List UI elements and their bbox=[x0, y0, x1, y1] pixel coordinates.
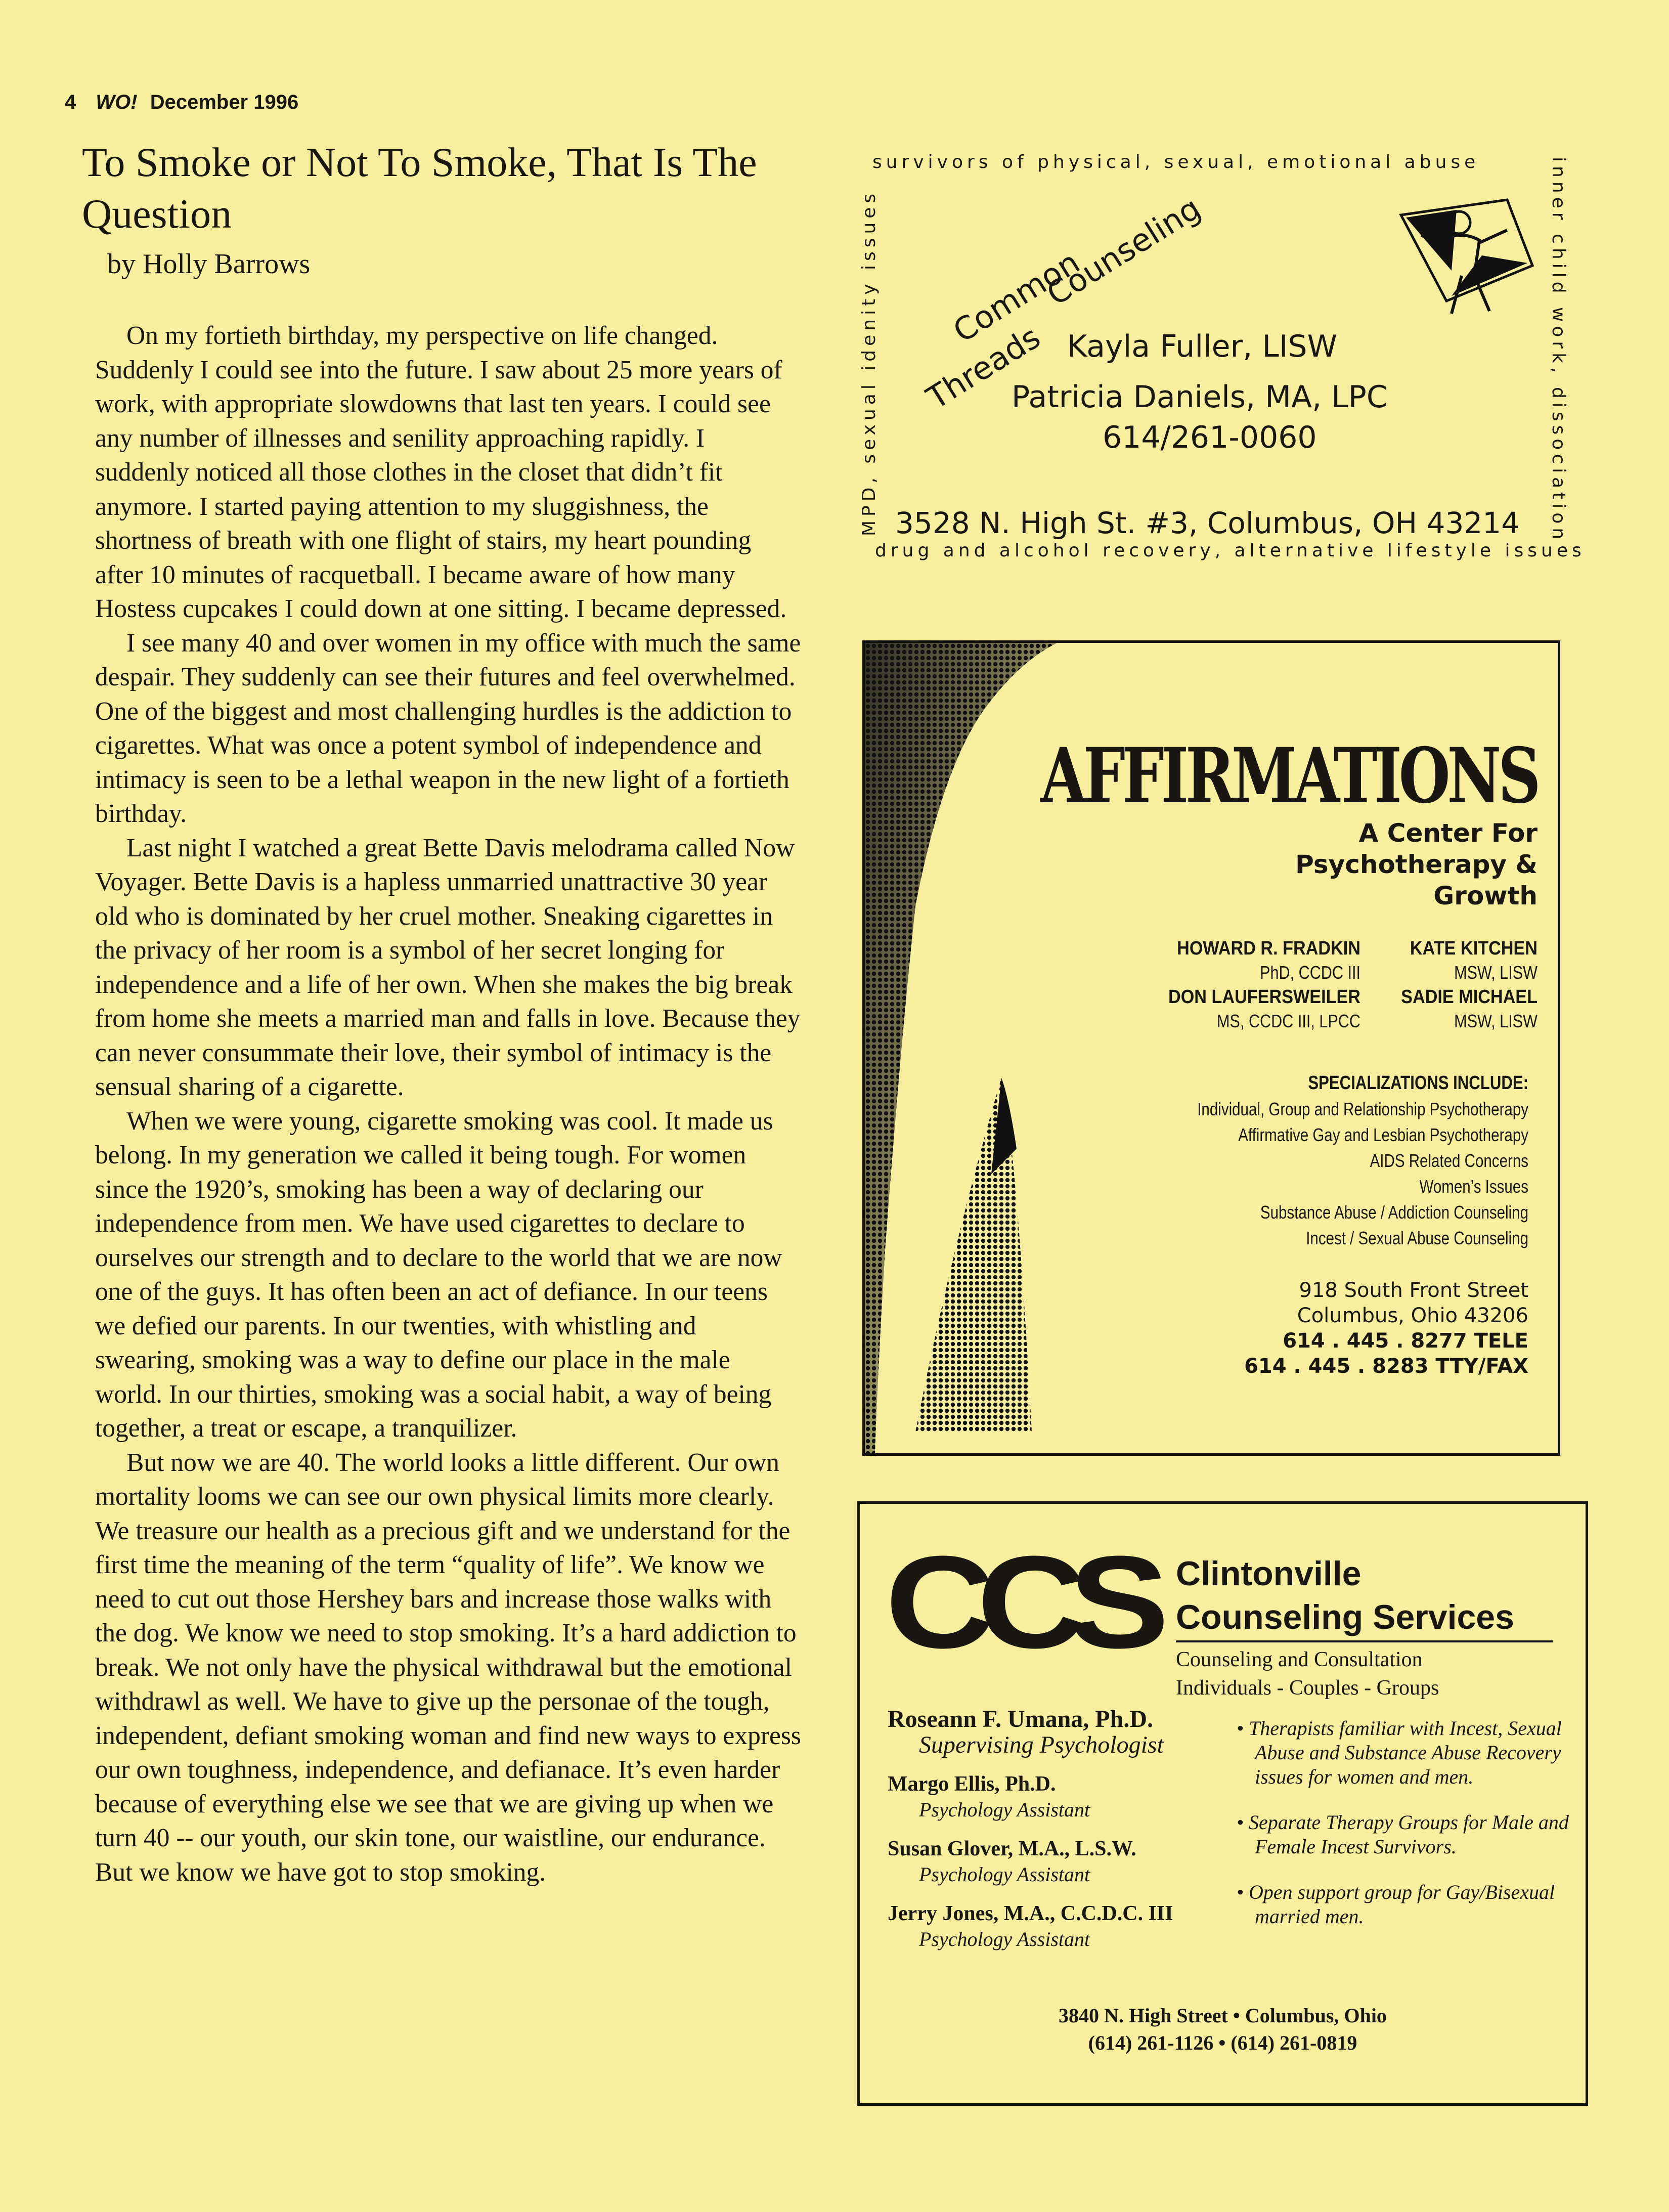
ccs-staff-list bbox=[888, 1706, 1242, 1965]
staff-name: KATE KITCHEN bbox=[1410, 938, 1538, 959]
ccs-divider bbox=[1176, 1640, 1553, 1642]
ccs-staff-member bbox=[888, 1706, 1242, 1758]
specialization-item: Women’s Issues bbox=[1419, 1176, 1528, 1197]
ccs-staff-member bbox=[888, 1900, 1242, 1952]
ccs-service-item: • Separate Therapy Groups for Male and Female Incest Survivors. bbox=[1237, 1811, 1569, 1858]
affirmations-ad bbox=[862, 640, 1560, 1456]
subtitle-line: A Center For bbox=[1358, 818, 1538, 848]
ct-address: 3528 N. High St. #3, Columbus, OH 43214 bbox=[895, 506, 1520, 540]
ccs-tagline-line: Counseling and Consultation bbox=[1176, 1648, 1423, 1671]
ccs-services-list bbox=[1237, 1716, 1570, 1950]
ccs-staff-name: Jerry Jones, M.A., C.C.D.C. III bbox=[888, 1902, 1173, 1925]
ccs-staff-member bbox=[888, 1771, 1242, 1823]
ccs-staff-role: Psychology Assistant bbox=[919, 1928, 1090, 1950]
subtitle-line: Psychotherapy & bbox=[1295, 850, 1538, 879]
specialization-item: AIDS Related Concerns bbox=[1370, 1150, 1528, 1171]
ccs-phones: (614) 261-1126 • (614) 261-0819 bbox=[1088, 2031, 1357, 2054]
ct-bottom-text: drug and alcohol recovery, alternative lifestyle issues bbox=[875, 540, 1586, 561]
specializations-heading: SPECIALIZATIONS INCLUDE: bbox=[1308, 1072, 1528, 1094]
staff-name: SADIE MICHAEL bbox=[1401, 986, 1538, 1008]
address-line: Columbus, Ohio 43206 bbox=[1297, 1304, 1528, 1327]
ct-counselor-name: Patricia Daniels, MA, LPC bbox=[1012, 379, 1388, 415]
ccs-logo: CCS bbox=[885, 1529, 1152, 1676]
ccs-name-line: Counseling Services bbox=[1176, 1598, 1514, 1636]
specialization-item: Affirmative Gay and Lesbian Psychotherapy bbox=[1238, 1124, 1528, 1145]
ccs-service-item: • Therapists familiar with Incest, Sexual Abuse and Substance Abuse Recovery issues for women and men. bbox=[1237, 1717, 1562, 1788]
article-byline: by Holly Barrows bbox=[107, 248, 311, 280]
ccs-staff-name: Susan Glover, M.A., L.S.W. bbox=[888, 1837, 1136, 1860]
staff-credentials: MSW, LISW bbox=[1454, 962, 1538, 983]
ct-left-text: MPD, sexual idenity issues bbox=[859, 189, 880, 536]
ccs-service-item: • Open support group for Gay/Bisexual married men. bbox=[1237, 1881, 1555, 1928]
specialization-item: Incest / Sexual Abuse Counseling bbox=[1306, 1228, 1528, 1248]
article-paragraph: Last night I watched a great Bette Davis melodrama called Now Voyager. Bette Davis is a hapless unmarried unattractive 30 year old who is dominated by her cruel mother. Sneaking cigarettes in the privacy of her room is a symbol of her secret longing for independence and a life of her own. When she makes the big break from home she meets a married man and falls in love. Because they can never consummate their love, their symbol of intimacy is the sensual sharing of a cigarette. bbox=[95, 833, 801, 1101]
subtitle-line: Growth bbox=[1433, 881, 1538, 910]
ccs-staff-member bbox=[888, 1836, 1242, 1887]
issue-date: December 1996 bbox=[150, 91, 299, 113]
ct-right-text: inner child work, dissociation bbox=[1548, 157, 1569, 544]
article-body bbox=[95, 319, 803, 1889]
staff-credentials: PhD, CCDC III bbox=[1260, 962, 1360, 983]
phone-tty: 614 . 445 . 8283 TTY/FAX bbox=[1244, 1355, 1528, 1378]
article-title: To Smoke or Not To Smoke, That Is The Question bbox=[82, 139, 757, 237]
staff-credentials: MSW, LISW bbox=[1454, 1011, 1538, 1031]
common-threads-ad bbox=[845, 147, 1586, 577]
ccs-staff-name: Roseann F. Umana, Ph.D. bbox=[888, 1706, 1153, 1732]
ct-logo-word: Threads bbox=[920, 318, 1047, 417]
article-paragraph: I see many 40 and over women in my office with much the same despair. They suddenly can see their futures and feel overwhelmed. One of the biggest and most challenging hurdles is the addiction to cigarettes. What was once a potent symbol of independence and intimacy is seen to be a lethal weapon in the new light of a fortieth birthday. bbox=[95, 628, 801, 828]
ccs-contact bbox=[860, 2002, 1586, 2057]
publication-name: WO! bbox=[96, 91, 138, 113]
ct-phone: 614/261-0060 bbox=[1103, 420, 1317, 455]
staff-name: DON LAUFERSWEILER bbox=[1168, 986, 1360, 1008]
staff-column-right bbox=[1386, 936, 1538, 1033]
affirmations-title: AFFIRMATIONS bbox=[1040, 731, 1538, 820]
ccs-staff-role: Psychology Assistant bbox=[919, 1798, 1090, 1821]
ccs-name bbox=[1176, 1552, 1514, 1639]
ccs-address: 3840 N. High Street • Columbus, Ohio bbox=[1059, 2004, 1387, 2027]
phone-tele: 614 . 445 . 8277 TELE bbox=[1283, 1329, 1528, 1353]
article-paragraph: But now we are 40. The world looks a little different. Our own mortality looms we can see our own physical limits more clearly. We treasure our health as a precious gift and we understand for the first time the meaning of the term “quality of life”. We know we need to cut out those Hershey bars and increase those walks with the dog. We know we need to stop smoking. It’s a hard addiction to break. We not only have the physical withdrawal but the emotional withdrawl as well. We have to give up the personae of the tough, independent, defiant smoking woman and find new ways to express our own toughness, independence, and defianace. It’s even harder because of everything else we see that we are giving up when we turn 40 -- our youth, our skin tone, our waistline, our endurance. But we know we have got to stop smoking. bbox=[95, 1448, 801, 1887]
ccs-tagline bbox=[1176, 1645, 1439, 1702]
specialization-item: Substance Abuse / Addiction Counseling bbox=[1260, 1202, 1528, 1223]
ccs-tagline-line: Individuals - Couples - Groups bbox=[1176, 1676, 1439, 1700]
page-number: 4 bbox=[65, 91, 76, 113]
staff-credentials: MS, CCDC III, LPCC bbox=[1217, 1011, 1360, 1031]
affirmations-staff bbox=[1123, 936, 1538, 1033]
article-paragraph: On my fortieth birthday, my perspective on life changed. Suddenly I could see into the future. I saw about 25 more years of work, with appropriate slowdowns that last ten years. I could see any number of illnesses and senility approaching rapidly. I suddenly noticed all those clothes in the closet that didn’t fit anymore. I started paying attention to my sluggishness, the shortness of breath with one flight of stairs, my heart pounding after 10 minutes of racquetball. I became aware of how many Hostess cupcakes I could down at one sitting. I became depressed. bbox=[95, 321, 787, 623]
ccs-staff-name: Margo Ellis, Ph.D. bbox=[888, 1772, 1056, 1796]
specialization-item: Individual, Group and Relationship Psychotherapy bbox=[1197, 1099, 1528, 1119]
ct-counselor-name: Kayla Fuller, LISW bbox=[1067, 329, 1337, 364]
affirmations-subtitle bbox=[1133, 817, 1538, 912]
specializations-list bbox=[1073, 1070, 1528, 1251]
address-line: 918 South Front Street bbox=[1299, 1279, 1528, 1302]
affirmations-address bbox=[1244, 1278, 1528, 1379]
staff-name: HOWARD R. FRADKIN bbox=[1177, 938, 1360, 959]
staff-column-left bbox=[1123, 936, 1360, 1033]
ccs-staff-role: Supervising Psychologist bbox=[919, 1731, 1164, 1758]
ct-top-text: survivors of physical, sexual, emotional abuse bbox=[872, 152, 1480, 172]
article-paragraph: When we were young, cigarette smoking was cool. It made us belong. In my generation we called it being tough. For women since the 1920’s, smoking has been a way of declaring our independence from men. We have used cigarettes to declare to ourselves our strength and to declare to the world that we are now one of the guys. It has often been an act of defiance. In our teens we defied our parents. In our twenties, with whistling and swearing, smoking was a way to define our place in the male world. In our thirties, smoking was a social habit, a way of being together, a treat or escape, a tranquilizer. bbox=[95, 1106, 782, 1443]
ccs-ad bbox=[857, 1501, 1588, 2106]
figure-logo-icon bbox=[1391, 195, 1538, 321]
ccs-staff-role: Psychology Assistant bbox=[919, 1863, 1090, 1886]
ct-logo-word: Common bbox=[946, 243, 1086, 350]
ct-logo-word: Counseling bbox=[1040, 189, 1207, 313]
ccs-name-line: Clintonville bbox=[1176, 1554, 1361, 1593]
running-header bbox=[65, 91, 298, 114]
